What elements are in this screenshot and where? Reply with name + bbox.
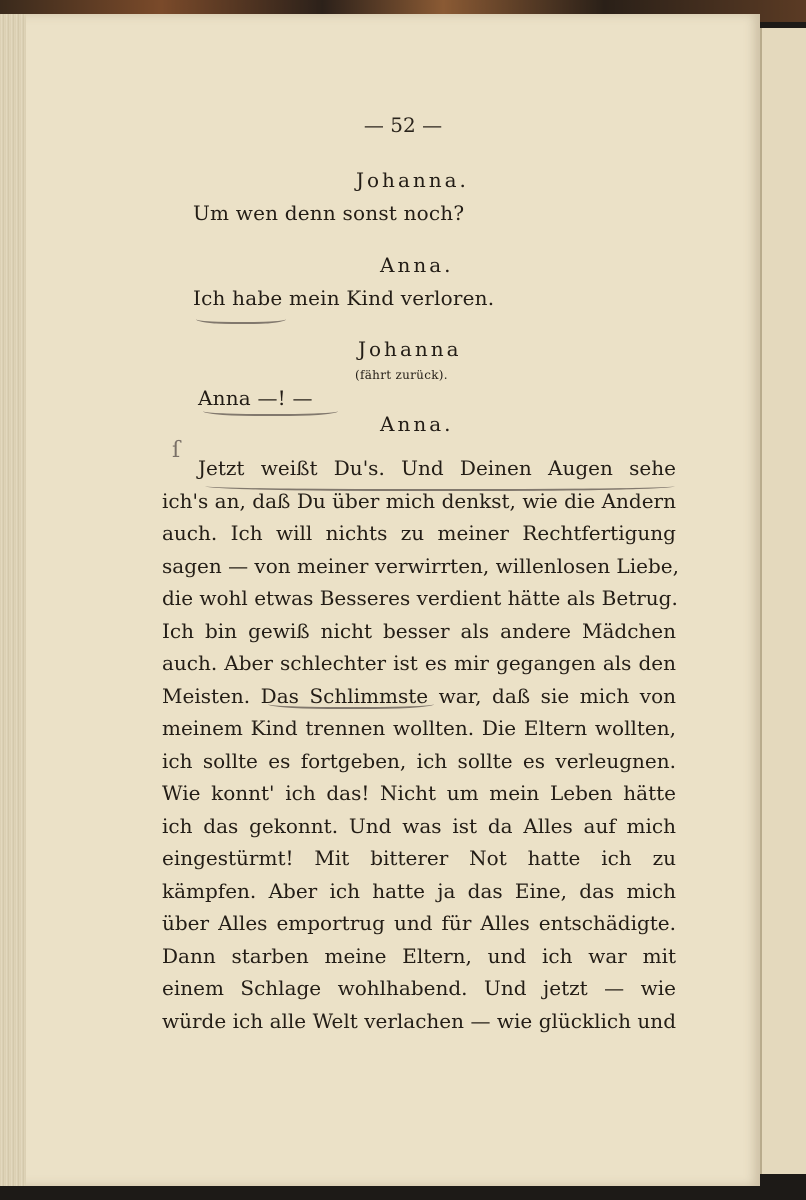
prose-line: Dann starben meine Eltern, und ich war mit — [162, 943, 676, 968]
speaker-anna-2: Anna. — [380, 412, 454, 436]
prose-line: würde ich alle Welt verlachen — wie glücklich und — [162, 1008, 676, 1033]
speaker-anna-1: Anna. — [380, 253, 454, 277]
prose-line: sagen — von meiner verwirrten, willenlosen Liebe, — [162, 553, 679, 578]
dialogue-line-3: Anna —! — — [198, 386, 313, 410]
prose-line: ich's an, daß Du über mich denkst, wie die Andern — [162, 488, 676, 513]
prose-line: kämpfen. Aber ich hatte ja das Eine, das mich — [162, 878, 676, 903]
speaker-johanna-2: Johanna — [358, 337, 462, 361]
pencil-underline — [203, 404, 338, 416]
prose-line: Meisten. Das Schlimmste war, daß sie mich von — [162, 683, 676, 708]
prose-line: auch. Aber schlechter ist es mir gegangen als den — [162, 651, 676, 675]
prose-line: einem Schlage wohlhabend. Und jetzt — wie — [162, 976, 676, 1000]
stage-direction: (fährt zurück). — [355, 368, 448, 382]
prose-line: meinem Kind trennen wollten. Die Eltern wollten, — [162, 716, 676, 740]
speaker-johanna-1: Johanna. — [356, 168, 469, 192]
prose-line: über Alles emportrug und für Alles entschädigte. — [162, 911, 676, 935]
prose-line: eingestürmt! Mit bitterer Not hatte ich zu — [162, 846, 676, 870]
prose-line: Wie konnt' ich das! Nicht um mein Leben hätte — [162, 781, 676, 805]
prose-line: ich das gekonnt. Und was ist da Alles auf mich — [162, 813, 676, 838]
prose-line: auch. Ich will nichts zu meiner Rechtfertigung — [162, 521, 676, 545]
dialogue-line-1: Um wen denn sonst noch? — [193, 201, 465, 225]
pencil-underline — [268, 697, 434, 709]
prose-line: Jetzt weißt Du's. Und Deinen Augen sehe — [198, 456, 676, 480]
prose-line: Ich bin gewiß nicht besser als andere Mädchen — [162, 618, 676, 643]
monologue-paragraph — [162, 452, 679, 1037]
pencil-bracket-mark: ſ — [172, 438, 181, 463]
pencil-underline — [196, 312, 286, 324]
pencil-underline — [205, 479, 675, 491]
page-stack-edge — [0, 14, 26, 1186]
prose-line: ich sollte es fortgeben, ich sollte es verleugnen. — [162, 748, 676, 773]
dialogue-line-2: Ich habe mein Kind verloren. — [193, 286, 495, 310]
facing-page-edge — [760, 28, 806, 1174]
page-number: — 52 — — [363, 113, 443, 137]
prose-line: die wohl etwas Besseres verdient hätte als Betrug. — [162, 586, 678, 610]
